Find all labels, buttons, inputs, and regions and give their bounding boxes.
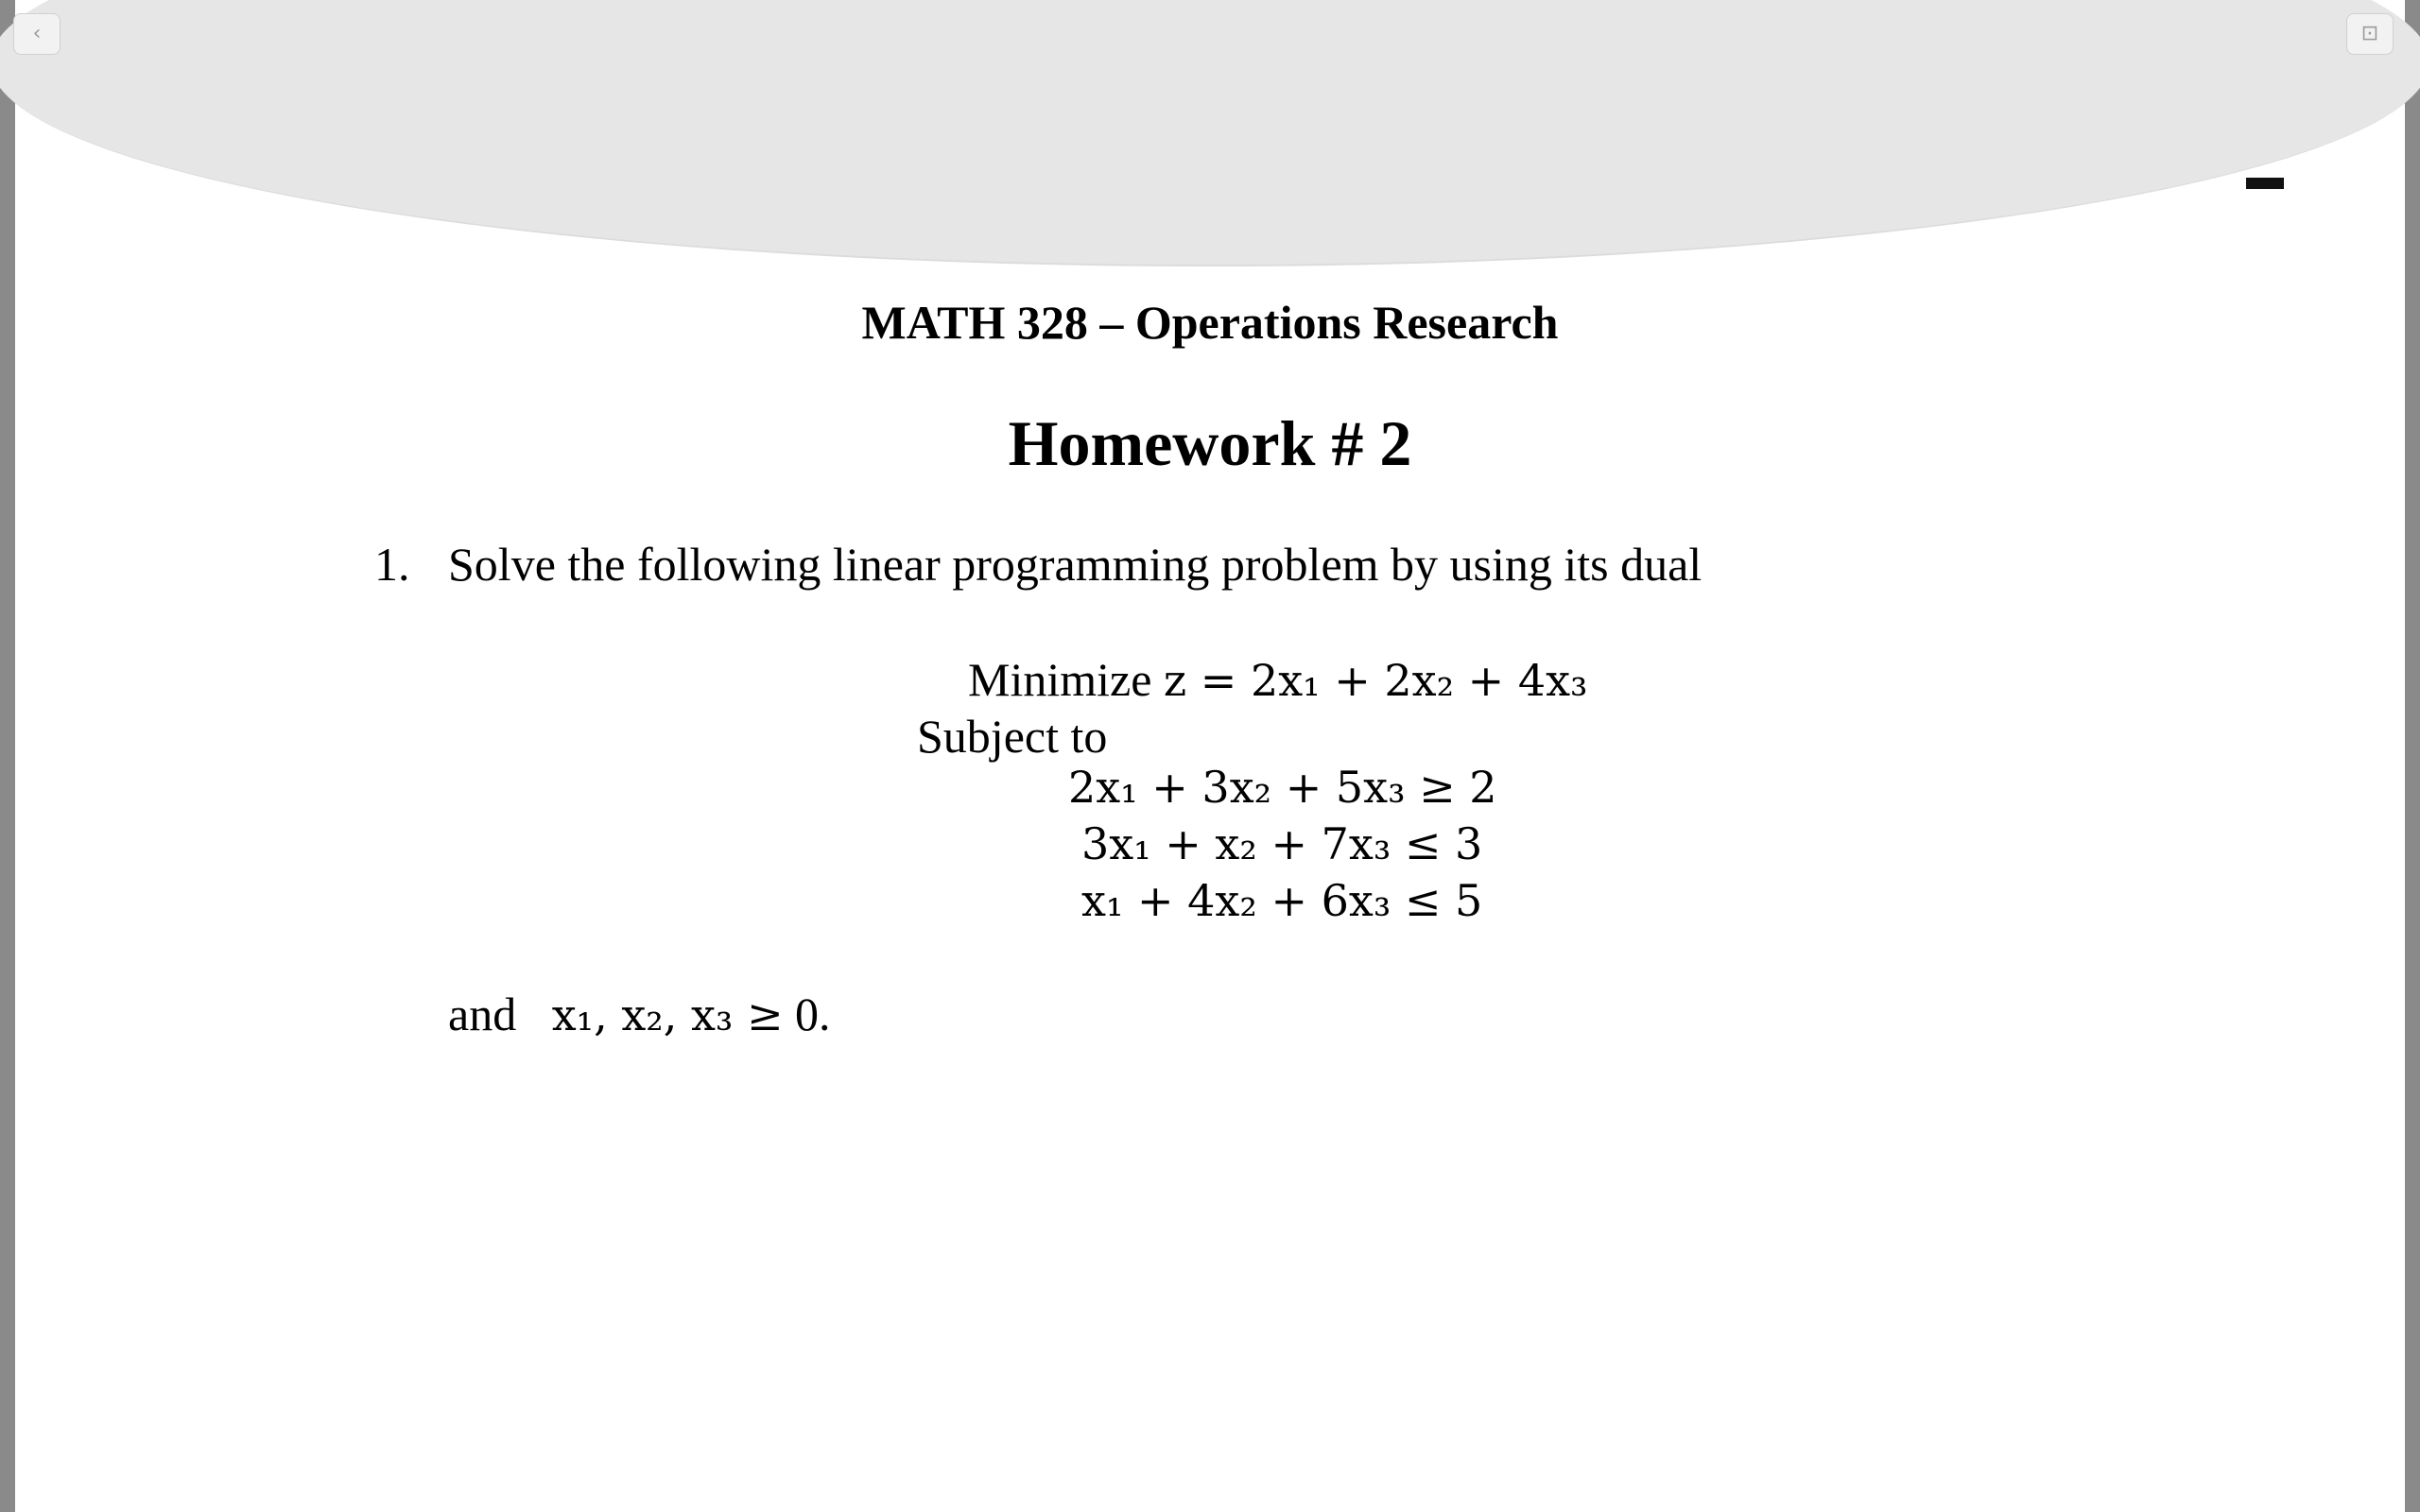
constraint-2: 3x₁ + x₂ + 7x₃ ≤ 3 [1081,818,1483,869]
window-icon-button[interactable]: ⊡ [2346,13,2394,55]
objective-word: Minimize [968,653,1152,706]
objective-expression: z = 2x₁ + 2x₂ + 4x₃ [1163,655,1588,706]
question-number: 1. [374,538,410,591]
homework-title: Homework # 2 [1008,407,1412,479]
objective-function [968,652,1587,707]
nonnegativity-condition [448,987,831,1041]
question-text: Solve the following linear programming problem by using its dual [448,538,1703,591]
nonneg-word: and [448,988,517,1040]
subject-to-label: Subject to [917,710,1108,763]
nonneg-variables: x₁, x₂, x₃ ≥ [551,989,784,1040]
constraint-1: 2x₁ + 3x₂ + 5x₃ ≥ 2 [1068,762,1497,813]
course-title: MATH 328 – Operations Research [861,296,1559,349]
back-button[interactable]: ‹ [13,13,60,55]
nonneg-value: 0. [795,988,831,1040]
constraint-3: x₁ + 4x₂ + 6x₃ ≤ 5 [1081,875,1483,926]
